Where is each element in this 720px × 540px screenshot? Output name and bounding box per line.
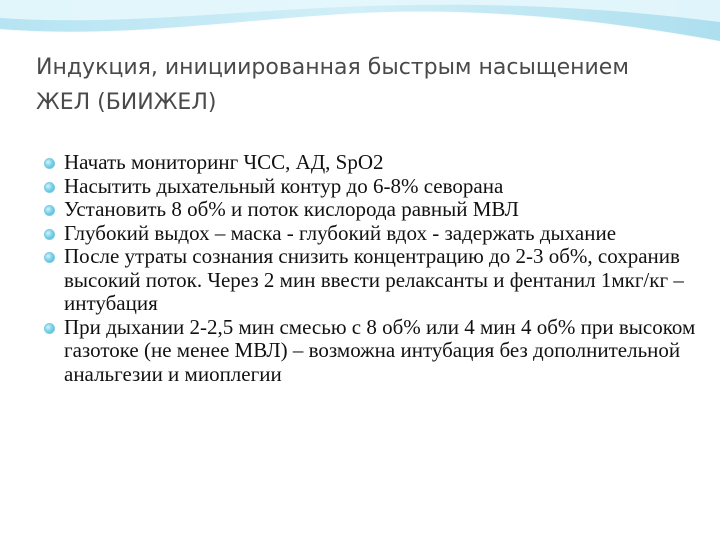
list-item-text: Насытить дыхательный контур до 6-8% севорана xyxy=(64,173,504,198)
list-item xyxy=(44,316,700,387)
list-item xyxy=(44,222,700,246)
list-item xyxy=(44,198,700,222)
list-item-text: Начать мониторинг ЧСС, АД, SpO2 xyxy=(64,150,384,174)
list-item-text: При дыхании 2-2,5 мин смесью с 8 об% или 4 мин 4 об% при высоком газотоке (не менее МВЛ) – возможна интубация без дополнительной анальгезии и миоплегии xyxy=(64,314,696,386)
round-bullet-icon xyxy=(44,182,55,193)
list-item-text: После утраты сознания снизить концентрацию до 2-3 об%, сохранив высокий поток. Через 2 мин ввести релаксанты и фентанил 1мкг/кг – интубация xyxy=(64,244,684,315)
round-bullet-icon xyxy=(44,323,55,334)
slide-title: Индукция, инициированная быстрым насыщением ЖЕЛ (БИИЖЕЛ) xyxy=(36,55,629,115)
round-bullet-icon xyxy=(44,205,55,216)
list-item-text: Установить 8 об% и поток кислорода равный МВЛ xyxy=(64,197,519,221)
list-item xyxy=(44,245,700,316)
round-bullet-icon xyxy=(44,158,55,169)
list-item-text: Глубокий выдох – маска - глубокий вдох - задержать дыхание xyxy=(64,220,617,245)
bullet-list xyxy=(44,151,700,386)
list-item xyxy=(44,151,700,175)
list-item xyxy=(44,175,700,199)
round-bullet-icon xyxy=(44,252,55,263)
round-bullet-icon xyxy=(44,229,55,240)
